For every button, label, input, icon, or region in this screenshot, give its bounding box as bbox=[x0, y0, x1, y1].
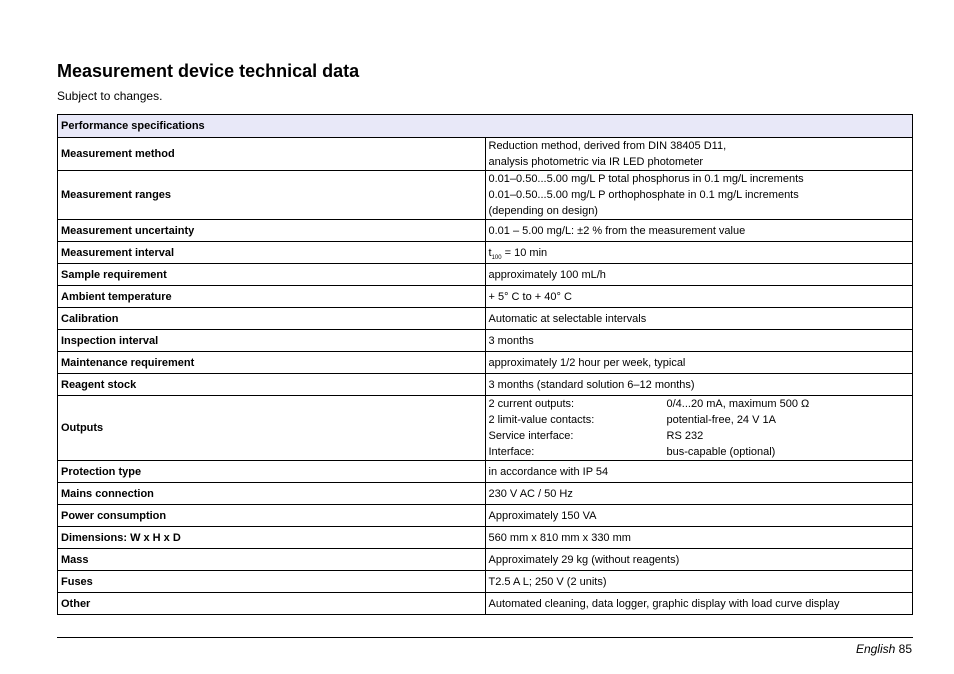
value-line: (depending on design) bbox=[488, 205, 598, 217]
table-row bbox=[58, 171, 913, 220]
table-row bbox=[58, 138, 913, 171]
value-line: analysis photometric via IR LED photometer bbox=[488, 156, 704, 168]
table-row bbox=[58, 396, 913, 461]
row-label: Mains connection bbox=[58, 483, 486, 505]
row-value bbox=[485, 138, 913, 171]
row-value: 0.01 – 5.00 mg/L: ±2 % from the measurement value bbox=[485, 220, 913, 242]
interval-subscript: 100 bbox=[491, 254, 502, 261]
row-value: in accordance with IP 54 bbox=[485, 461, 913, 483]
table-row bbox=[58, 330, 913, 352]
spec-table bbox=[57, 114, 913, 615]
row-value: 560 mm x 810 mm x 330 mm bbox=[485, 527, 913, 549]
row-value: 3 months (standard solution 6–12 months) bbox=[485, 374, 913, 396]
table-row bbox=[58, 374, 913, 396]
output-value: bus-capable (optional) bbox=[666, 446, 776, 458]
row-value: approximately 1/2 hour per week, typical bbox=[485, 352, 913, 374]
row-value: Approximately 29 kg (without reagents) bbox=[485, 549, 913, 571]
output-value: 0/4...20 mA, maximum 500 Ω bbox=[666, 398, 810, 410]
footer-divider bbox=[57, 637, 913, 638]
row-label: Measurement method bbox=[58, 138, 486, 171]
table-row bbox=[58, 483, 913, 505]
output-key: 2 current outputs: bbox=[488, 398, 575, 410]
output-key: 2 limit-value contacts: bbox=[488, 414, 595, 426]
footer-language: English bbox=[855, 642, 896, 656]
row-value: 230 V AC / 50 Hz bbox=[485, 483, 913, 505]
row-value: 3 months bbox=[485, 330, 913, 352]
interval-value: = 10 min bbox=[501, 246, 548, 259]
page-footer bbox=[856, 642, 912, 656]
value-line: 0.01–0.50...5.00 mg/L P orthophosphate in 0.1 mg/L increments bbox=[488, 189, 799, 201]
row-value: Approximately 150 VA bbox=[485, 505, 913, 527]
row-label: Maintenance requirement bbox=[58, 352, 486, 374]
table-row bbox=[58, 308, 913, 330]
row-label: Inspection interval bbox=[58, 330, 486, 352]
output-key: Interface: bbox=[488, 446, 535, 458]
row-label: Other bbox=[58, 593, 486, 615]
output-value: RS 232 bbox=[666, 430, 704, 442]
row-label: Ambient temperature bbox=[58, 286, 486, 308]
table-row bbox=[58, 461, 913, 483]
row-value: T2.5 A L; 250 V (2 units) bbox=[485, 571, 913, 593]
row-value bbox=[485, 396, 913, 461]
page-title: Measurement device technical data bbox=[57, 61, 360, 81]
row-label: Reagent stock bbox=[58, 374, 486, 396]
row-label: Mass bbox=[58, 549, 486, 571]
value-line: 0.01–0.50...5.00 mg/L P total phosphorus in 0.1 mg/L increments bbox=[488, 173, 804, 185]
row-label: Dimensions: W x H x D bbox=[58, 527, 486, 549]
row-label: Measurement ranges bbox=[58, 171, 486, 220]
page-number: 85 bbox=[898, 642, 912, 656]
row-value bbox=[485, 242, 913, 264]
row-value bbox=[485, 171, 913, 220]
table-row bbox=[58, 286, 913, 308]
row-label: Calibration bbox=[58, 308, 486, 330]
outputs-grid bbox=[489, 396, 910, 460]
table-row bbox=[58, 242, 913, 264]
value-line: Reduction method, derived from DIN 38405 D11, bbox=[488, 140, 727, 152]
row-value: Automatic at selectable intervals bbox=[485, 308, 913, 330]
table-row bbox=[58, 527, 913, 549]
row-label: Measurement interval bbox=[58, 242, 486, 264]
table-header: Performance specifications bbox=[58, 115, 913, 138]
table-header-row bbox=[58, 115, 913, 138]
output-key: Service interface: bbox=[488, 430, 574, 442]
table-row bbox=[58, 352, 913, 374]
table-row bbox=[58, 571, 913, 593]
row-label: Protection type bbox=[58, 461, 486, 483]
row-label: Measurement uncertainty bbox=[58, 220, 486, 242]
interval-symbol: t bbox=[488, 246, 492, 259]
row-label: Fuses bbox=[58, 571, 486, 593]
row-value: approximately 100 mL/h bbox=[485, 264, 913, 286]
page-subtitle: Subject to changes. bbox=[57, 89, 163, 103]
table-row bbox=[58, 264, 913, 286]
table-row bbox=[58, 549, 913, 571]
row-label: Power consumption bbox=[58, 505, 486, 527]
table-row bbox=[58, 220, 913, 242]
row-value: + 5° C to + 40° C bbox=[485, 286, 913, 308]
table-row bbox=[58, 505, 913, 527]
row-label: Outputs bbox=[58, 396, 486, 461]
row-label: Sample requirement bbox=[58, 264, 486, 286]
output-value: potential-free, 24 V 1A bbox=[666, 414, 776, 426]
row-value: Automated cleaning, data logger, graphic display with load curve display bbox=[485, 593, 913, 615]
table-row bbox=[58, 593, 913, 615]
